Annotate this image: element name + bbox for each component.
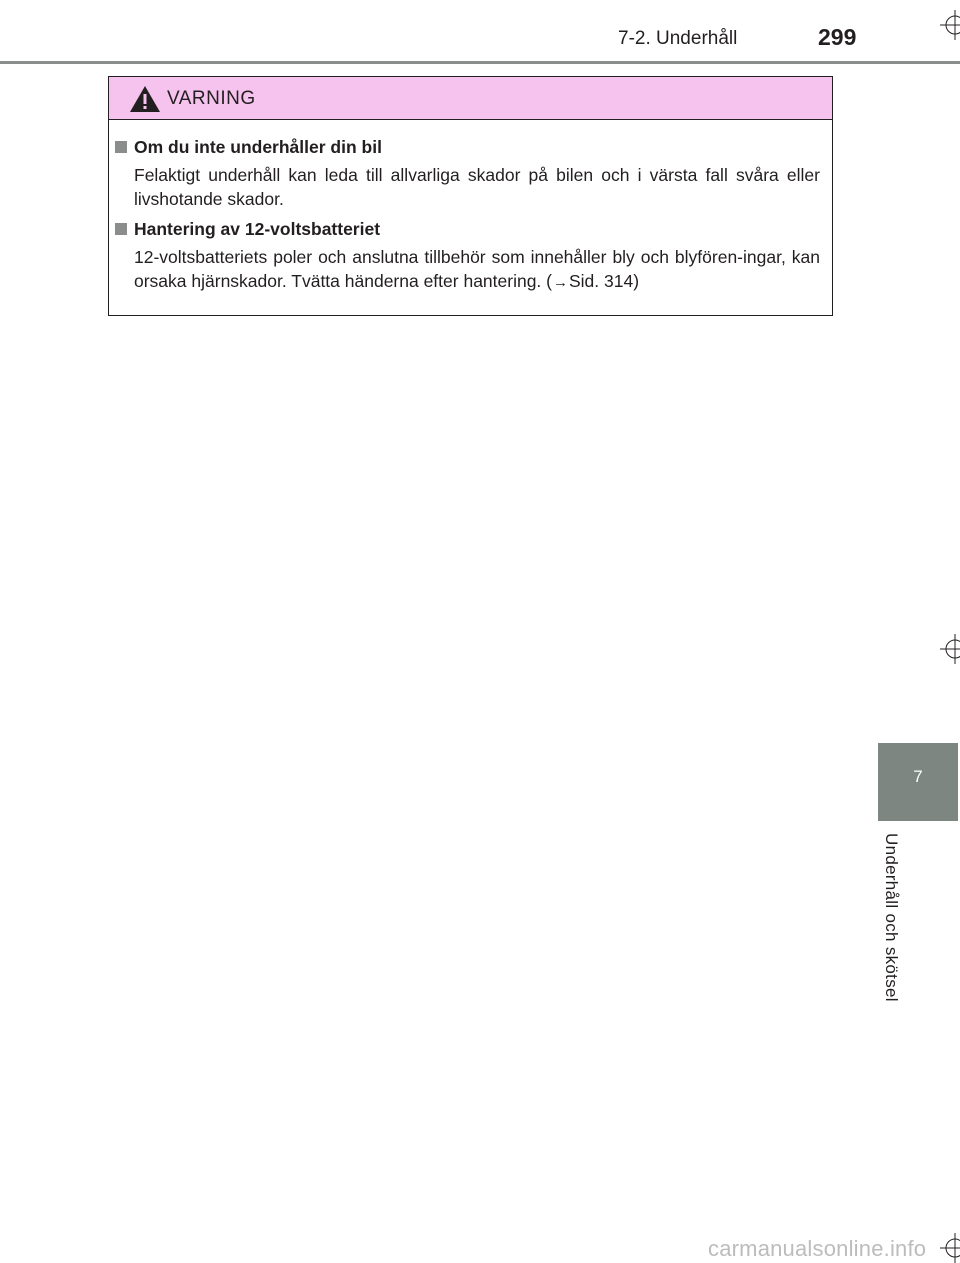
- item-body: 12-voltsbatteriets poler och anslutna tillbehör som innehåller bly och blyfören-ingar, kan orsaka hjärnskador. Tvätta händerna efter hantering. (→Sid. 314): [115, 245, 820, 295]
- item-heading: Hantering av 12-voltsbatteriet: [115, 217, 820, 241]
- watermark: carmanualsonline.info: [708, 1236, 927, 1261]
- item-body: Felaktigt underhåll kan leda till allvarliga skador på bilen och i värsta fall svåra eller livshotande skador.: [134, 165, 820, 209]
- page-number: 299: [818, 24, 857, 50]
- arrow-right-icon: →: [552, 274, 568, 291]
- square-bullet-icon: [115, 223, 127, 235]
- registration-mark-icon: [940, 634, 960, 664]
- warning-header: [109, 77, 832, 120]
- warning-title: VARNING: [167, 88, 256, 109]
- page-reference-link[interactable]: Sid. 314: [568, 271, 634, 291]
- chapter-tab[interactable]: [878, 743, 958, 821]
- item-heading: Om du inte underhåller din bil: [115, 135, 820, 159]
- warning-item: [115, 135, 820, 211]
- square-bullet-icon: [115, 141, 127, 153]
- chapter-label: Underhåll och skötsel: [882, 833, 901, 1002]
- section-title: 7-2. Underhåll: [618, 28, 738, 49]
- registration-mark-icon: [940, 10, 960, 40]
- warning-box: [108, 76, 833, 316]
- registration-mark-icon: [940, 1233, 960, 1263]
- warning-triangle-icon: [129, 85, 161, 113]
- chapter-number: 7: [913, 767, 923, 786]
- header-rule: [0, 61, 960, 64]
- warning-item: [115, 217, 820, 295]
